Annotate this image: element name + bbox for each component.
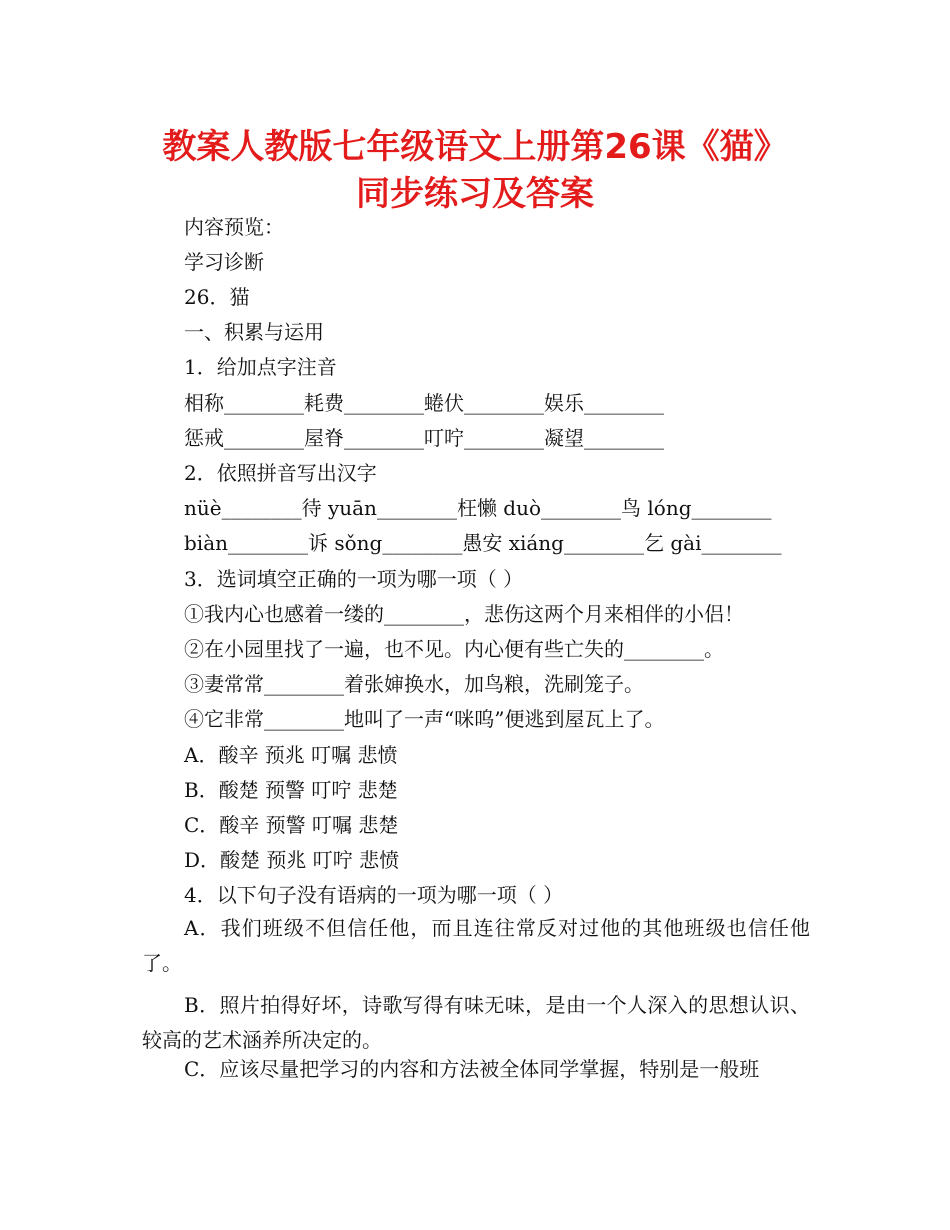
question-1: 1．给加点字注音 bbox=[184, 355, 337, 379]
question-3-option-a: A．酸辛 预兆 叮嘱 悲愤 bbox=[184, 743, 398, 767]
question-2-row-2: biàn________诉 sǒng________愚安 xiáng________乞 gài________ bbox=[184, 531, 782, 555]
preview-label: 内容预览： bbox=[184, 215, 284, 239]
question-3-option-d: D．酸楚 预兆 叮咛 悲愤 bbox=[184, 848, 400, 872]
question-1-row-1: 相称________耗费________蜷伏________娱乐________ bbox=[184, 391, 664, 415]
question-1-row-2: 惩戒________屋脊________叮咛________凝望________ bbox=[184, 426, 664, 450]
question-4-option-c: C．应该尽量把学习的内容和方法被全体同学掌握，特别是一般班 bbox=[184, 1057, 760, 1081]
section-label-diagnosis: 学习诊断 bbox=[184, 250, 264, 274]
question-3-sentence-2: ②在小园里找了一遍，也不见。内心便有些亡失的________。 bbox=[184, 637, 724, 661]
question-3-option-c: C．酸辛 预警 叮嘱 悲楚 bbox=[184, 813, 399, 837]
question-4-option-b: B．照片拍得好坏，诗歌写得有味无味，是由一个人深入的思想认识、较高的艺术涵养所决定的。 bbox=[142, 993, 810, 1052]
question-2-row-1: nüè________待 yuān________枉懒 duò________鸟 lóng________ bbox=[184, 496, 772, 520]
lesson-title: 26．猫 bbox=[184, 285, 250, 309]
section-heading: 一、积累与运用 bbox=[184, 320, 324, 344]
question-3-sentence-1: ①我内心也感着一缕的________，悲伤这两个月来相伴的小侣！ bbox=[184, 602, 744, 626]
document-title-line-1: 教案人教版七年级语文上册第26课《猫》 bbox=[162, 127, 788, 167]
question-4-option-a: A．我们班级不但信任他，而且连往常反对过他的其他班级也信任他了。 bbox=[142, 916, 810, 975]
document-title-line-2: 同步练习及答案 bbox=[356, 174, 594, 214]
question-3: 3．选词填空正确的一项为哪一项（ ） bbox=[184, 567, 524, 591]
question-2: 2．依照拼音写出汉字 bbox=[184, 461, 377, 485]
question-3-option-b: B．酸楚 预警 叮咛 悲楚 bbox=[184, 778, 398, 802]
question-3-sentence-4: ④它非常________地叫了一声“咪呜”便逃到屋瓦上了。 bbox=[184, 707, 665, 731]
question-3-sentence-3: ③妻常常________着张婶换水，加鸟粮，洗刷笼子。 bbox=[184, 672, 644, 696]
question-4: 4．以下句子没有语病的一项为哪一项（ ） bbox=[184, 883, 564, 907]
